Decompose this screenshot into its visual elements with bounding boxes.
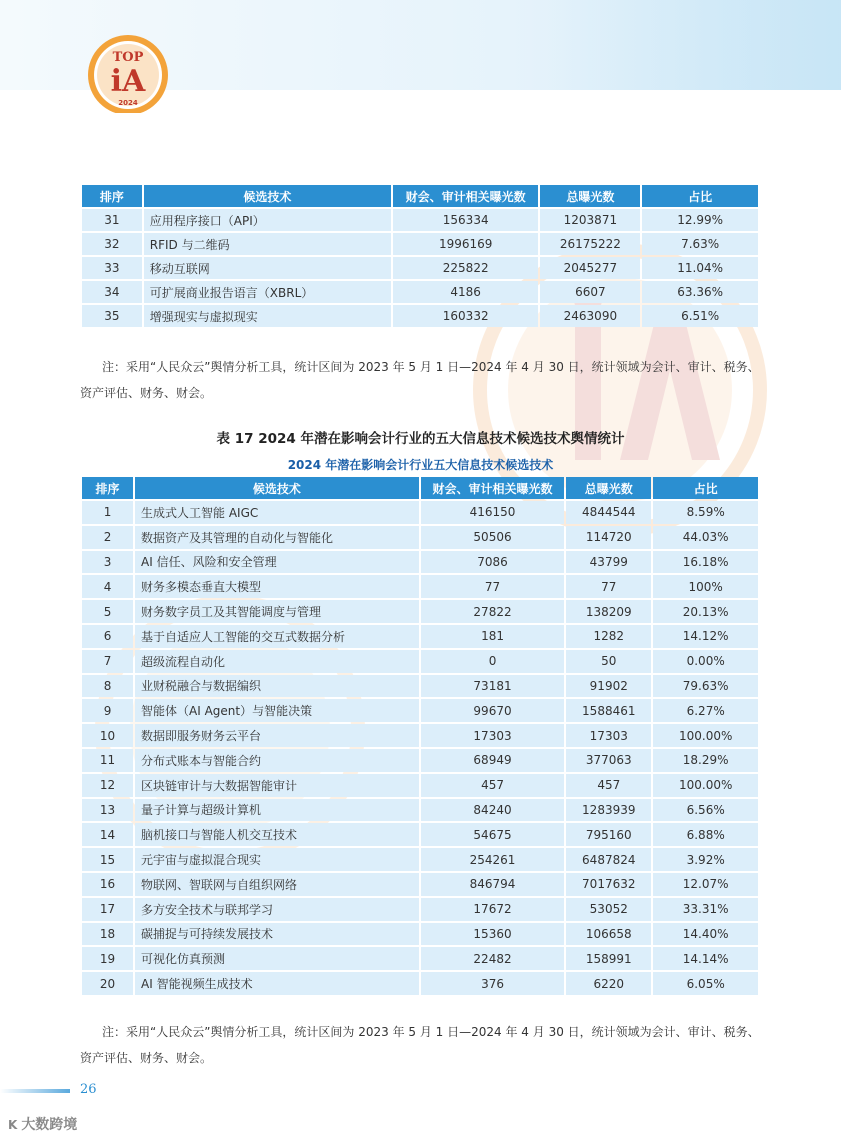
cell-total-exposure: 53052 — [566, 898, 651, 921]
cell-total-exposure: 114720 — [566, 526, 651, 549]
table-row — [82, 209, 758, 231]
table-row — [82, 501, 758, 524]
col-header-tech: 候选技术 — [144, 185, 391, 207]
cell-total-exposure: 158991 — [566, 947, 651, 970]
cell-total-exposure: 91902 — [566, 675, 651, 698]
note-line: 注：采用“人民众云”舆情分析工具，统计区间为 2023 年 5 月 1 日—2024 年 4 月 30 日，统计领域为会计、审计、税务、 — [102, 1025, 760, 1039]
cell-finance-exposure: 17303 — [421, 724, 564, 747]
col-header-tech: 候选技术 — [135, 477, 419, 499]
cell-rank: 17 — [82, 898, 133, 921]
cell-rank: 2 — [82, 526, 133, 549]
cell-tech: 元宇宙与虚拟混合现实 — [135, 848, 419, 871]
cell-ratio: 11.04% — [642, 257, 758, 279]
cell-ratio: 12.99% — [642, 209, 758, 231]
cell-rank: 15 — [82, 848, 133, 871]
cell-rank: 3 — [82, 551, 133, 574]
cell-total-exposure: 17303 — [566, 724, 651, 747]
table-row — [82, 873, 758, 896]
cell-rank: 6 — [82, 625, 133, 648]
cell-ratio: 100.00% — [653, 774, 758, 797]
cell-finance-exposure: 4186 — [393, 281, 539, 303]
cell-tech: 智能体（AI Agent）与智能决策 — [135, 699, 419, 722]
table-row — [82, 526, 758, 549]
cell-ratio: 16.18% — [653, 551, 758, 574]
cell-tech: 财务数字员工及其智能调度与管理 — [135, 600, 419, 623]
cell-tech: AI 信任、风险和安全管理 — [135, 551, 419, 574]
logo-top-text: TOP — [112, 50, 144, 65]
header-band-shade — [541, 0, 841, 90]
table-row — [82, 724, 758, 747]
table-row — [82, 650, 758, 673]
cell-finance-exposure: 416150 — [421, 501, 564, 524]
cell-rank: 33 — [82, 257, 142, 279]
cell-finance-exposure: 0 — [421, 650, 564, 673]
cell-tech: 财务多模态垂直大模型 — [135, 575, 419, 598]
cell-tech: 物联网、智联网与自组织网络 — [135, 873, 419, 896]
cell-total-exposure: 77 — [566, 575, 651, 598]
cell-rank: 18 — [82, 923, 133, 946]
table-row — [82, 281, 758, 303]
cell-ratio: 6.88% — [653, 823, 758, 846]
cell-rank: 35 — [82, 305, 142, 327]
cell-finance-exposure: 376 — [421, 972, 564, 995]
cell-finance-exposure: 99670 — [421, 699, 564, 722]
cell-total-exposure: 1588461 — [566, 699, 651, 722]
cell-rank: 5 — [82, 600, 133, 623]
table-row — [82, 675, 758, 698]
col-header-total-exposure: 总曝光数 — [566, 477, 651, 499]
table-row — [82, 600, 758, 623]
cell-ratio: 20.13% — [653, 600, 758, 623]
table-row — [82, 848, 758, 871]
cell-finance-exposure: 27822 — [421, 600, 564, 623]
cell-total-exposure: 138209 — [566, 600, 651, 623]
cell-total-exposure: 50 — [566, 650, 651, 673]
note-line: 资产评估、财务、财会。 — [80, 386, 213, 400]
cell-tech: 可扩展商业报告语言（XBRL） — [144, 281, 391, 303]
cell-tech: 可视化仿真预测 — [135, 947, 419, 970]
cell-ratio: 63.36% — [642, 281, 758, 303]
cell-ratio: 100.00% — [653, 724, 758, 747]
footer-accent-line — [0, 1089, 70, 1093]
table-row — [82, 699, 758, 722]
brand-name: 大数跨境 — [21, 1117, 78, 1133]
table-row — [82, 923, 758, 946]
cell-finance-exposure: 50506 — [421, 526, 564, 549]
cell-total-exposure: 457 — [566, 774, 651, 797]
cell-tech: 数据即服务财务云平台 — [135, 724, 419, 747]
cell-ratio: 8.59% — [653, 501, 758, 524]
cell-ratio: 12.07% — [653, 873, 758, 896]
cell-ratio: 6.56% — [653, 799, 758, 822]
cell-tech: 基于自适应人工智能的交互式数据分析 — [135, 625, 419, 648]
cell-tech: 应用程序接口（API） — [144, 209, 391, 231]
cell-ratio: 14.40% — [653, 923, 758, 946]
cell-finance-exposure: 15360 — [421, 923, 564, 946]
cell-rank: 14 — [82, 823, 133, 846]
table-header-row — [82, 477, 758, 499]
cell-total-exposure: 4844544 — [566, 501, 651, 524]
cell-rank: 7 — [82, 650, 133, 673]
col-header-ratio: 占比 — [642, 185, 758, 207]
table1-note — [80, 354, 770, 406]
cell-rank: 34 — [82, 281, 142, 303]
cell-tech: 脑机接口与智能人机交互技术 — [135, 823, 419, 846]
cell-finance-exposure: 54675 — [421, 823, 564, 846]
table2-note — [80, 1019, 770, 1071]
cell-ratio: 3.92% — [653, 848, 758, 871]
col-header-ratio: 占比 — [653, 477, 758, 499]
cell-rank: 12 — [82, 774, 133, 797]
page-number: 26 — [80, 1082, 97, 1097]
cell-finance-exposure: 68949 — [421, 749, 564, 772]
table-row — [82, 551, 758, 574]
cell-total-exposure: 106658 — [566, 923, 651, 946]
col-header-rank: 排序 — [82, 477, 133, 499]
cell-tech: AI 智能视频生成技术 — [135, 972, 419, 995]
cell-tech: 多方安全技术与联邦学习 — [135, 898, 419, 921]
cell-rank: 11 — [82, 749, 133, 772]
cell-total-exposure: 7017632 — [566, 873, 651, 896]
cell-ratio: 7.63% — [642, 233, 758, 255]
cell-finance-exposure: 77 — [421, 575, 564, 598]
cell-total-exposure: 1203871 — [540, 209, 640, 231]
cell-total-exposure: 43799 — [566, 551, 651, 574]
cell-total-exposure: 377063 — [566, 749, 651, 772]
cell-rank: 4 — [82, 575, 133, 598]
candidate-tech-table-2024 — [80, 475, 760, 997]
cell-finance-exposure: 160332 — [393, 305, 539, 327]
top-ia-logo — [80, 31, 176, 113]
cell-total-exposure: 1282 — [566, 625, 651, 648]
table-row — [82, 625, 758, 648]
cell-ratio: 14.12% — [653, 625, 758, 648]
cell-finance-exposure: 22482 — [421, 947, 564, 970]
table-row — [82, 799, 758, 822]
cell-total-exposure: 26175222 — [540, 233, 640, 255]
cell-ratio: 6.51% — [642, 305, 758, 327]
logo-year-text: 2024 — [118, 99, 138, 107]
cell-finance-exposure: 84240 — [421, 799, 564, 822]
table-row — [82, 972, 758, 995]
table-row — [82, 749, 758, 772]
cell-rank: 31 — [82, 209, 142, 231]
table-row — [82, 233, 758, 255]
cell-total-exposure: 2463090 — [540, 305, 640, 327]
table-header-row — [82, 185, 758, 207]
note-line: 注：采用“人民众云”舆情分析工具，统计区间为 2023 年 5 月 1 日—2024 年 4 月 30 日，统计领域为会计、审计、税务、 — [102, 360, 760, 374]
cell-rank: 1 — [82, 501, 133, 524]
col-header-rank: 排序 — [82, 185, 142, 207]
cell-rank: 10 — [82, 724, 133, 747]
cell-rank: 20 — [82, 972, 133, 995]
cell-tech: 移动互联网 — [144, 257, 391, 279]
cell-finance-exposure: 7086 — [421, 551, 564, 574]
cell-ratio: 33.31% — [653, 898, 758, 921]
cell-ratio: 6.05% — [653, 972, 758, 995]
cell-finance-exposure: 156334 — [393, 209, 539, 231]
cell-tech: 业财税融合与数据编织 — [135, 675, 419, 698]
note-line: 资产评估、财务、财会。 — [80, 1051, 213, 1065]
cell-ratio: 18.29% — [653, 749, 758, 772]
cell-tech: RFID 与二维码 — [144, 233, 391, 255]
logo-ia-text: iA — [110, 64, 146, 99]
candidate-tech-table-part1 — [80, 183, 760, 329]
cell-ratio: 100% — [653, 575, 758, 598]
cell-tech: 增强现实与虚拟现实 — [144, 305, 391, 327]
cell-ratio: 6.27% — [653, 699, 758, 722]
cell-tech: 生成式人工智能 AIGC — [135, 501, 419, 524]
cell-finance-exposure: 846794 — [421, 873, 564, 896]
cell-tech: 量子计算与超级计算机 — [135, 799, 419, 822]
cell-finance-exposure: 457 — [421, 774, 564, 797]
table-row — [82, 823, 758, 846]
cell-total-exposure: 6220 — [566, 972, 651, 995]
col-header-finance-exposure: 财会、审计相关曝光数 — [393, 185, 539, 207]
cell-total-exposure: 6607 — [540, 281, 640, 303]
cell-finance-exposure: 181 — [421, 625, 564, 648]
cell-total-exposure: 2045277 — [540, 257, 640, 279]
cell-rank: 19 — [82, 947, 133, 970]
brand-watermark — [8, 1114, 77, 1134]
cell-tech: 超级流程自动化 — [135, 650, 419, 673]
cell-finance-exposure: 17672 — [421, 898, 564, 921]
cell-finance-exposure: 254261 — [421, 848, 564, 871]
table-row — [82, 575, 758, 598]
cell-rank: 16 — [82, 873, 133, 896]
col-header-total-exposure: 总曝光数 — [540, 185, 640, 207]
table-row — [82, 947, 758, 970]
cell-ratio: 14.14% — [653, 947, 758, 970]
table-row — [82, 257, 758, 279]
cell-finance-exposure: 73181 — [421, 675, 564, 698]
col-header-finance-exposure: 财会、审计相关曝光数 — [421, 477, 564, 499]
cell-rank: 8 — [82, 675, 133, 698]
table-row — [82, 305, 758, 327]
cell-ratio: 79.63% — [653, 675, 758, 698]
table-row — [82, 898, 758, 921]
brand-logo-icon: K — [8, 1118, 18, 1132]
table-caption: 表 17 2024 年潜在影响会计行业的五大信息技术候选技术舆情统计 — [216, 431, 625, 447]
cell-tech: 区块链审计与大数据智能审计 — [135, 774, 419, 797]
cell-ratio: 44.03% — [653, 526, 758, 549]
cell-total-exposure: 1283939 — [566, 799, 651, 822]
cell-tech: 数据资产及其管理的自动化与智能化 — [135, 526, 419, 549]
cell-total-exposure: 795160 — [566, 823, 651, 846]
table-row — [82, 774, 758, 797]
cell-rank: 9 — [82, 699, 133, 722]
cell-rank: 32 — [82, 233, 142, 255]
cell-tech: 分布式账本与智能合约 — [135, 749, 419, 772]
cell-rank: 13 — [82, 799, 133, 822]
cell-total-exposure: 6487824 — [566, 848, 651, 871]
cell-ratio: 0.00% — [653, 650, 758, 673]
cell-tech: 碳捕捉与可持续发展技术 — [135, 923, 419, 946]
cell-finance-exposure: 225822 — [393, 257, 539, 279]
cell-finance-exposure: 1996169 — [393, 233, 539, 255]
table-subcaption: 2024 年潜在影响会计行业五大信息技术候选技术 — [287, 458, 554, 472]
